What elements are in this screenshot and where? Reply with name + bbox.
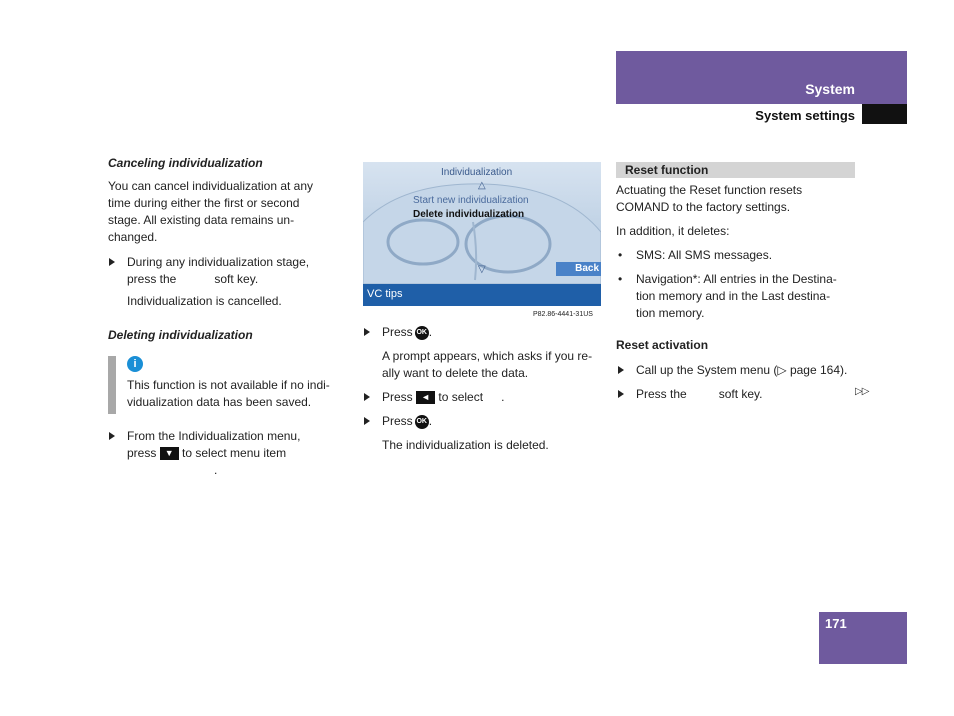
middle-step2: Press ◄ to select . [382, 390, 505, 404]
bullet-navigation: Navigation*: All entries in the Destina- tion memory and in the Last destina- tion memory. [636, 272, 837, 320]
screen-item-start[interactable]: Start new individualization [413, 195, 529, 206]
reset-function-title: Reset function [625, 163, 709, 177]
middle-result2: The individualization is deleted. [382, 438, 549, 452]
delete-heading: Deleting individualization [108, 328, 253, 342]
step-arrow-icon [618, 366, 624, 374]
activation-step2: Press the soft key. [636, 387, 763, 401]
middle-result1: A prompt appears, which asks if you re- ally want to delete the data. [382, 349, 593, 380]
reset-also: In addition, it deletes: [616, 224, 730, 238]
delete-step: From the Individualization menu, press ▼ to select menu item . [127, 429, 301, 477]
step-arrow-icon [109, 258, 115, 266]
page-number-tab [819, 612, 907, 664]
reset-paragraph: Actuating the Reset function resets COMAND to the factory settings. [616, 183, 803, 214]
bullet-dot: • [618, 248, 623, 262]
ok-key-icon: OK [415, 415, 429, 429]
screen-item-delete[interactable]: Delete individualization [413, 209, 525, 220]
chapter-tab [616, 51, 907, 104]
bullet-sms: SMS: All SMS messages. [636, 248, 773, 262]
section-title: System settings [755, 108, 855, 123]
screen-up-icon: △ [478, 180, 486, 191]
middle-step1: Press OK . [382, 325, 433, 339]
comand-screen [363, 162, 601, 306]
step-arrow-icon [364, 328, 370, 336]
page-number: 171 [825, 616, 847, 631]
continue-icon: ▷▷ [855, 386, 869, 397]
middle-step3: Press OK . [382, 414, 433, 428]
step-arrow-icon [109, 432, 115, 440]
cancel-result: Individualization is cancelled. [127, 294, 282, 308]
screen-vc-label: VC tips [367, 288, 403, 300]
cancel-paragraph: You can cancel individualization at any time during either the first or second stage. All existing data remains un- changed. [108, 179, 314, 244]
image-caption: P82.86-4441-31US [533, 311, 593, 318]
bullet-dot: • [618, 272, 623, 286]
screen-vc-bar [363, 284, 601, 306]
step-arrow-icon [364, 417, 370, 425]
left-key-icon: ◄ [416, 391, 435, 404]
step-arrow-icon [364, 393, 370, 401]
screen-back-button[interactable]: Back [556, 262, 601, 276]
chapter-title: System [805, 81, 855, 97]
ok-key-icon: OK [415, 326, 429, 340]
step-arrow-icon [618, 390, 624, 398]
down-key-icon: ▼ [160, 447, 179, 460]
screen-title: Individualization [441, 167, 513, 178]
info-text: This function is not available if no indi- vidualization data has been saved. [127, 378, 330, 409]
info-icon: i [127, 356, 143, 372]
reset-activation-heading: Reset activation [616, 338, 709, 352]
reset-function-bar [616, 162, 855, 178]
cancel-step: During any individualization stage, press the soft key. [127, 255, 310, 286]
info-bar [108, 356, 116, 414]
screen-down-icon: ▽ [478, 264, 486, 275]
section-marker [862, 104, 907, 124]
activation-step1: Call up the System menu (▷ page 164). [636, 363, 848, 377]
cancel-heading: Canceling individualization [108, 156, 263, 170]
